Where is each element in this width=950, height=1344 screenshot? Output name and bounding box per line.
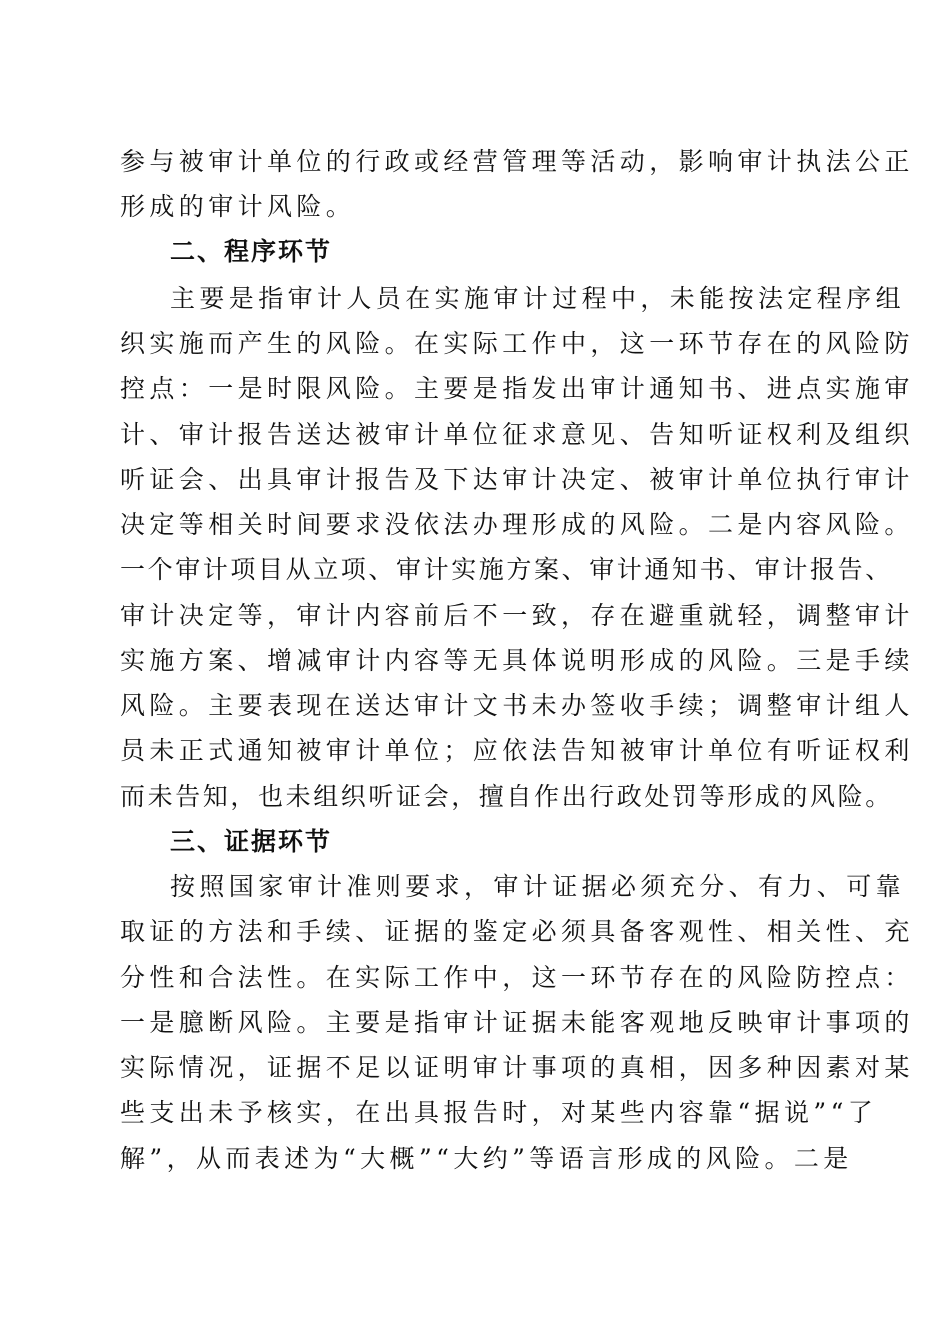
text-line: 决定等相关时间要求没依法办理形成的风险。二是内容风险。: [120, 510, 914, 539]
text-line: 解”，从而表述为“大概”“大约”等语言形成的风险。二是: [120, 1144, 853, 1173]
text-line: 控点：一是时限风险。主要是指发出审计通知书、进点实施审: [120, 374, 914, 403]
text-line: 取证的方法和手续、证据的鉴定必须具备客观性、相关性、充: [120, 917, 914, 946]
text-line: 实施方案、增减审计内容等无具体说明形成的风险。三是手续: [120, 646, 914, 675]
section-heading: 三、证据环节: [170, 827, 333, 856]
text-line: 形成的审计风险。: [120, 192, 356, 221]
text-line: 分性和合法性。在实际工作中，这一环节存在的风险防控点：: [120, 963, 914, 992]
text-line: 实际情况，证据不足以证明审计事项的真相，因多种因素对某: [120, 1053, 914, 1082]
text-line: 一个审计项目从立项、审计实施方案、审计通知书、审计报告、: [120, 555, 893, 584]
text-line: 而未告知，也未组织听证会，擅自作出行政处罚等形成的风险。: [120, 782, 893, 811]
text-line: 风险。主要表现在送达审计文书未办签收手续；调整审计组人: [120, 691, 914, 720]
paragraph-first-line: 按照国家审计准则要求，审计证据必须充分、有力、可靠: [170, 872, 906, 901]
text-line: 听证会、出具审计报告及下达审计决定、被审计单位执行审计: [120, 465, 914, 494]
text-line: 审计决定等，审计内容前后不一致，存在避重就轻，调整审计: [120, 601, 914, 630]
text-line: 一是臆断风险。主要是指审计证据未能客观地反映审计事项的: [120, 1008, 914, 1037]
text-line: 些支出未予核实，在出具报告时，对某些内容靠“据说”“了: [120, 1098, 878, 1127]
paragraph-first-line: 主要是指审计人员在实施审计过程中，未能按法定程序组: [170, 284, 906, 313]
text-line: 织实施而产生的风险。在实际工作中，这一环节存在的风险防: [120, 329, 914, 358]
text-line: 员未正式通知被审计单位；应依法告知被审计单位有听证权利: [120, 736, 914, 765]
text-line: 参与被审计单位的行政或经营管理等活动，影响审计执法公正: [120, 147, 914, 176]
text-line: 计、审计报告送达被审计单位征求意见、告知听证权利及组织: [120, 420, 914, 449]
section-heading: 二、程序环节: [170, 237, 333, 266]
